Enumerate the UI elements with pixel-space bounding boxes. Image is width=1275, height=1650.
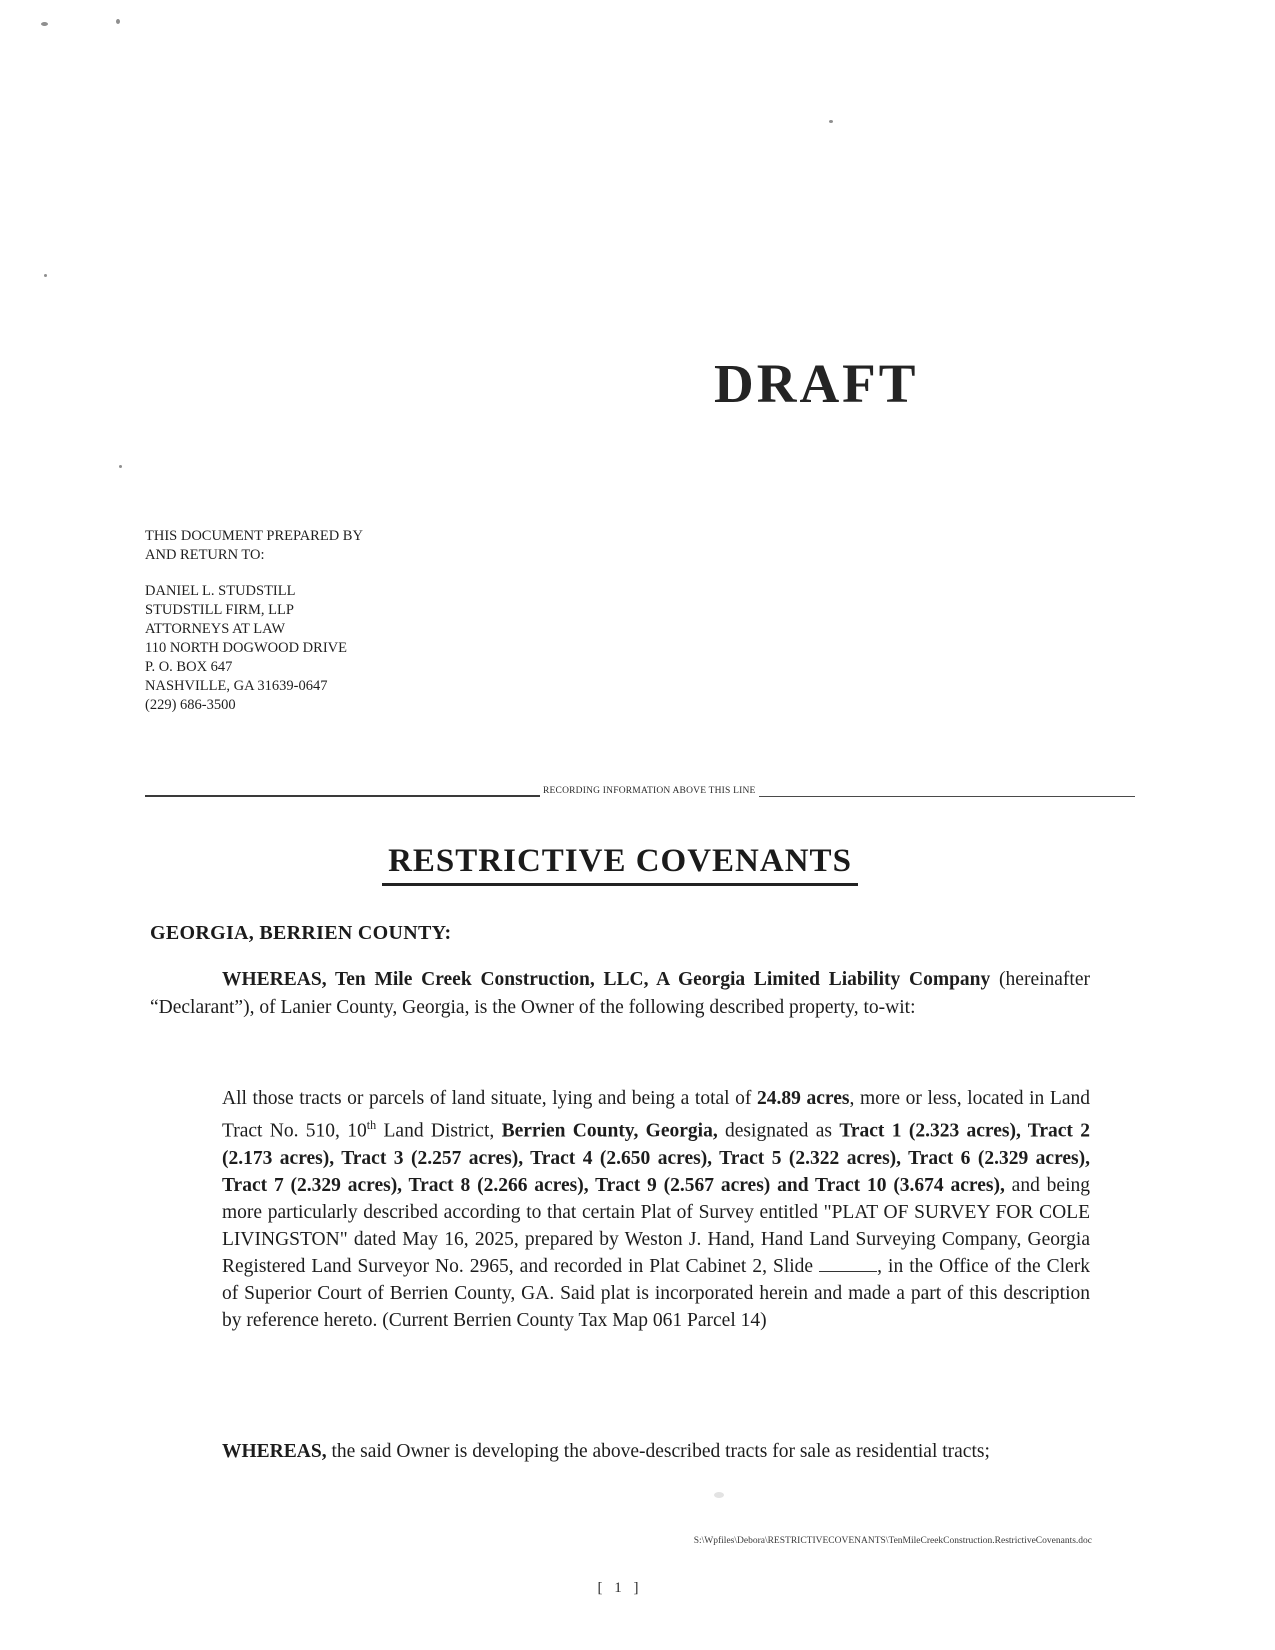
text-segment: , more or less, located in Land Tract No. 510, 10	[222, 1088, 1090, 1142]
jurisdiction-heading: GEORGIA, BERRIEN COUNTY:	[150, 922, 452, 944]
text-segment: th	[366, 1118, 377, 1132]
recording-info-label: RECORDING INFORMATION ABOVE THIS LINE	[543, 786, 756, 796]
preparer-street: 110 NORTH DOGWOOD DRIVE	[145, 640, 347, 656]
paragraph-whereas-owner	[150, 966, 1090, 1021]
scan-artifact	[119, 465, 122, 468]
divider-line-left	[145, 795, 540, 797]
paragraph-property-description	[222, 1085, 1090, 1334]
prepared-by-line: THIS DOCUMENT PREPARED BY	[145, 528, 363, 544]
text-segment: Berrien County, Georgia,	[501, 1120, 718, 1142]
text-segment: , in the Office of the Clerk of Superior Court of Berrien County, GA. Said plat is incorporated herein and made a part of this description by reference hereto. (Current Berrien County Tax Map 061 Parcel 14)	[222, 1255, 1091, 1331]
prepared-by-block	[145, 527, 363, 715]
scan-artifact	[41, 22, 48, 26]
scan-artifact	[714, 1492, 724, 1498]
document-title-wrap	[150, 843, 1090, 886]
paragraph-whereas-developing	[150, 1438, 1090, 1466]
scan-artifact	[829, 120, 833, 123]
text-segment: 24.89 acres	[757, 1088, 850, 1109]
text-segment: Tract 1 (2.323 acres), Tract 2 (2.173 acres), Tract 3 (2.257 acres), Tract 4 (2.650 acres), Tract 5 (2.322 acres), Tract 6 (2.329 acres), Tract 7 (2.329 acres), Tract 8 (2.266 acres), Tract 9 (2.567 acres) and Tract 10 (3.674 acres),	[222, 1120, 1090, 1196]
text-segment: and being more particularly described according to that certain Plat of Survey entitled "PLAT OF SURVEY FOR COLE LIVINGSTON" dated May 16, 2025, prepared by Weston J. Hand, Hand Land Surveying Company, Georgia Registered Land Surveyor No. 2965, and recorded in Plat Cabinet 2, Slide	[222, 1174, 1090, 1277]
preparer-phone: (229) 686-3500	[145, 697, 236, 713]
document-title: RESTRICTIVE COVENANTS	[382, 843, 858, 886]
text-segment: All those tracts or parcels of land situate, lying and being a total of	[222, 1088, 758, 1109]
scan-artifact	[116, 19, 120, 24]
text-segment: the said Owner is developing the above-described tracts for sale as residential tracts;	[326, 1441, 990, 1462]
text-segment: (hereinafter “Declarant”), of Lanier County, Georgia, is the Owner of the following described property, to-wit:	[150, 969, 1090, 1018]
divider-line-right	[759, 796, 1135, 797]
slide-number-blank	[819, 1253, 877, 1272]
preparer-name: DANIEL L. STUDSTILL	[145, 583, 296, 599]
draft-watermark: DRAFT	[714, 353, 919, 414]
scan-artifact	[44, 274, 47, 277]
prepared-by-line: AND RETURN TO:	[145, 547, 265, 563]
text-segment: designated as	[717, 1120, 840, 1142]
footer-file-path: S:\Wpfiles\Debora\RESTRICTIVECOVENANTS\TenMileCreekConstruction.RestrictiveCovenants.doc	[693, 1536, 1092, 1546]
recording-info-divider	[145, 770, 1135, 797]
preparer-title: ATTORNEYS AT LAW	[145, 621, 286, 637]
text-segment: Land District,	[376, 1120, 502, 1142]
text-segment: WHEREAS, Ten Mile Creek Construction, LLC, A Georgia Limited Liability Company	[222, 969, 991, 990]
preparer-firm: STUDSTILL FIRM, LLP	[145, 602, 294, 618]
spacer	[145, 565, 363, 582]
page-number: [ 1 ]	[597, 1580, 643, 1596]
text-segment: WHEREAS,	[222, 1441, 327, 1462]
preparer-po-box: P. O. BOX 647	[145, 659, 233, 675]
preparer-city-state-zip: NASHVILLE, GA 31639-0647	[145, 678, 328, 694]
